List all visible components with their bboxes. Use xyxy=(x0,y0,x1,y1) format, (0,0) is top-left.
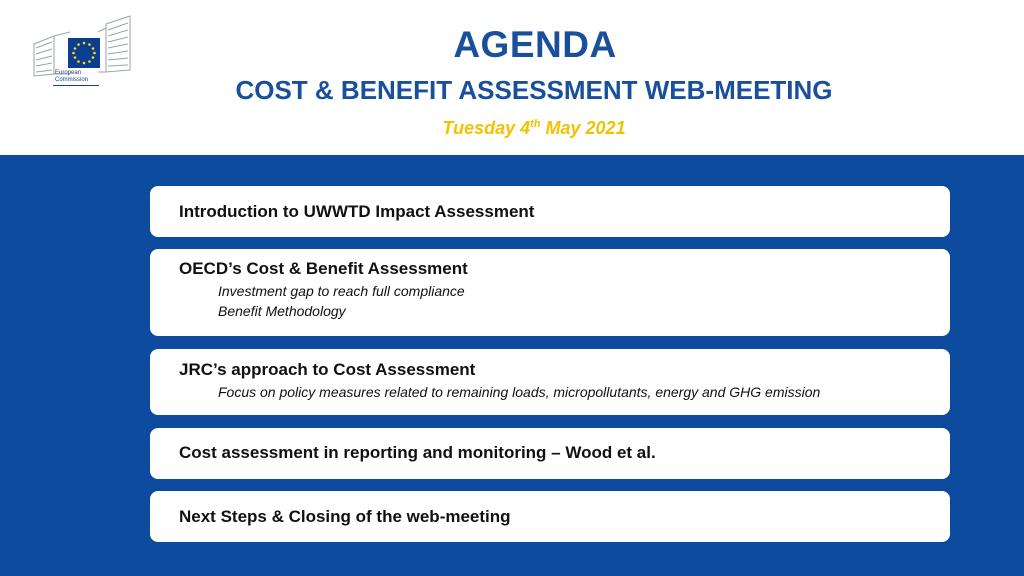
header xyxy=(0,0,1024,155)
agenda-item-title: Cost assessment in reporting and monitoring – Wood et al. xyxy=(179,443,656,462)
agenda-item-title: OECD’s Cost & Benefit Assessment xyxy=(179,259,468,278)
agenda-item xyxy=(150,186,950,237)
agenda-item-title: JRC’s approach to Cost Assessment xyxy=(179,360,476,379)
date-suffix: May 2021 xyxy=(540,118,626,138)
agenda-subitem: Benefit Methodology xyxy=(218,303,346,319)
agenda-item xyxy=(150,428,950,479)
date-prefix: Tuesday 4 xyxy=(442,118,531,138)
agenda-item xyxy=(150,349,950,415)
page-title: AGENDA xyxy=(453,24,617,65)
meeting-date xyxy=(0,118,1024,139)
page-subtitle: COST & BENEFIT ASSESSMENT WEB-MEETING xyxy=(235,75,833,105)
agenda-subitem: Focus on policy measures related to remaining loads, micropollutants, energy and GHG emission xyxy=(218,384,821,400)
logo-line2: Commission xyxy=(55,77,89,83)
agenda-item-title: Next Steps & Closing of the web-meeting xyxy=(179,507,511,526)
agenda-item xyxy=(150,249,950,336)
agenda-subitem: Investment gap to reach full compliance xyxy=(218,283,465,299)
logo-line1: European xyxy=(55,70,82,76)
date-sup: th xyxy=(530,118,541,130)
agenda-item xyxy=(150,491,950,542)
agenda-item-title: Introduction to UWWTD Impact Assessment xyxy=(179,202,535,221)
